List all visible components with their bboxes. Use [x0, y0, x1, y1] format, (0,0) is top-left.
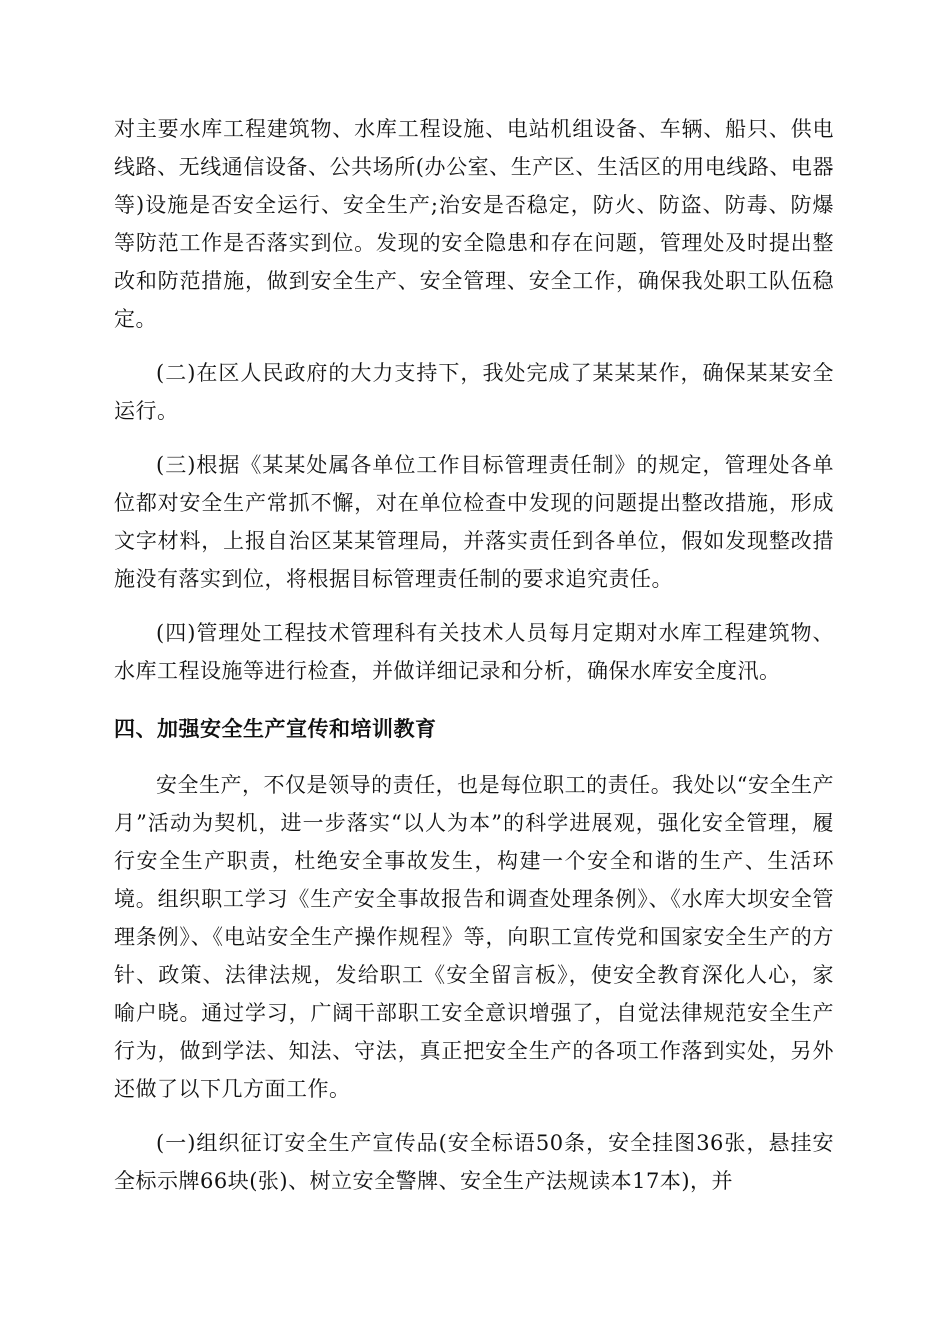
- paragraph-safety-education: 安全生产，不仅是领导的责任，也是每位职工的责任。我处以“安全生产月”活动为契机，进一步落实“以人为本”的科学进展观，强化安全管理，履行安全生产职责，杜绝安全事故发生，构建一个安全和谐的生产、生活环境。组织职工学习《生产安全事故报告和调查处理条例》、《水库大坝安全管理条例》、《电站安全生产操作规程》等，向职工宣传党和国家安全生产的方针、政策、法律法规，发给职工《安全留言板》，使安全教育深化人心，家喻户晓。通过学习，广阔干部职工安全意识增强了，自觉法律规范安全生产行为，做到学法、知法、守法，真正把安全生产的各项工作落到实处，另外还做了以下几方面工作。: [114, 773, 834, 1101]
- paragraph-item-4: (四)管理处工程技术管理科有关技术人员每月定期对水库工程建筑物、水库工程设施等进行检查，并做详细记录和分析，确保水库安全度汛。: [114, 621, 834, 683]
- paragraph-item-1: (一)组织征订安全生产宣传品(安全标语50条，安全挂图36张，悬挂安全标示牌66块(张)、树立安全警牌、安全生产法规读本17本)，并: [114, 1131, 834, 1193]
- paragraph-item-3: (三)根据《某某处属各单位工作目标管理责任制》的规定，管理处各单位都对安全生产常抓不懈，对在单位检查中发现的问题提出整改措施，形成文字材料，上报自治区某某管理局，并落实责任到各单位，假如发现整改措施没有落实到位，将根据目标管理责任制的要求追究责任。: [114, 453, 834, 591]
- document-page: [114, 110, 834, 1200]
- section-heading: 四、加强安全生产宣传和培训教育: [114, 717, 437, 741]
- paragraph-item-2: (二)在区人民政府的大力支持下，我处完成了某某某作，确保某某安全运行。: [114, 361, 834, 423]
- paragraph-safety-inspection: 对主要水库工程建筑物、水库工程设施、电站机组设备、车辆、船只、供电线路、无线通信设备、公共场所(办公室、生产区、生活区的用电线路、电器等)设施是否安全运行、安全生产;治安是否稳定，防火、防盗、防毒、防爆等防范工作是否落实到位。发现的安全隐患和存在问题，管理处及时提出整改和防范措施，做到安全生产、安全管理、安全工作，确保我处职工队伍稳定。: [114, 117, 834, 331]
